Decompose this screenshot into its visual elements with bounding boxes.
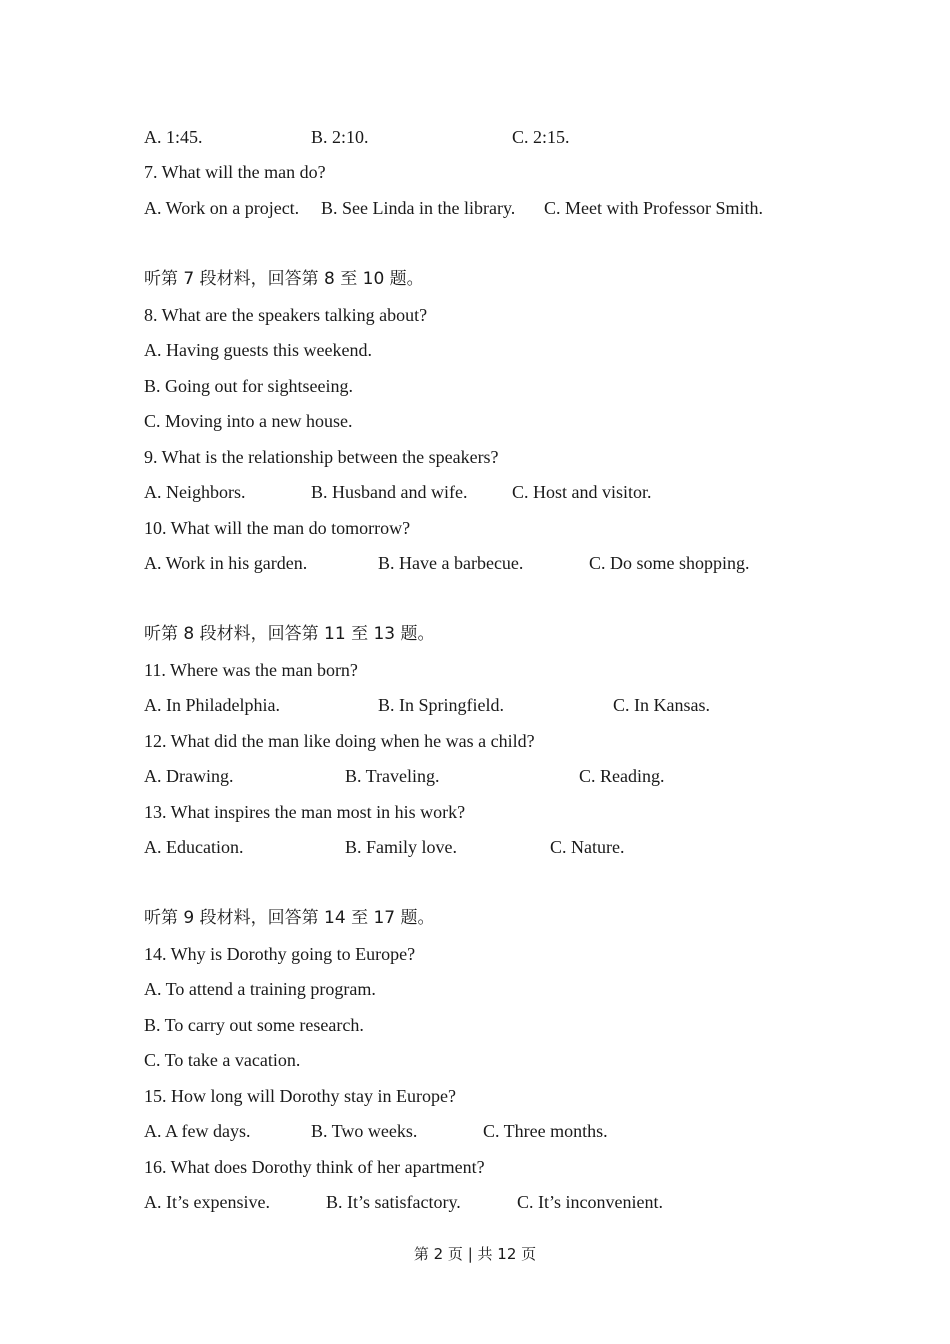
q11-question: 11. Where was the man born? <box>144 660 358 680</box>
section-8-heading: 听第 8 段材料，回答第 11 至 13 题。 <box>144 624 435 644</box>
q16-option-b: B. It’s satisfactory. <box>326 1192 461 1212</box>
q11-option-a: A. In Philadelphia. <box>144 695 280 715</box>
q9-option-c: C. Host and visitor. <box>512 482 652 502</box>
q16-option-a: A. It’s expensive. <box>144 1192 270 1212</box>
q13-option-a: A. Education. <box>144 837 244 857</box>
q16-option-c: C. It’s inconvenient. <box>517 1192 663 1212</box>
q10-option-a: A. Work in his garden. <box>144 553 308 573</box>
q7-option-c: C. Meet with Professor Smith. <box>544 198 763 218</box>
q15-option-b: B. Two weeks. <box>311 1121 418 1141</box>
q7-option-b: B. See Linda in the library. <box>321 198 516 218</box>
q14-option-c: C. To take a vacation. <box>144 1050 301 1070</box>
q9-option-a: A. Neighbors. <box>144 482 246 502</box>
q8-option-c: C. Moving into a new house. <box>144 411 353 431</box>
q10-question: 10. What will the man do tomorrow? <box>144 518 411 538</box>
q15-question: 15. How long will Dorothy stay in Europe? <box>144 1086 456 1106</box>
q13-option-b: B. Family love. <box>345 837 457 857</box>
q8-option-a: A. Having guests this weekend. <box>144 340 372 360</box>
q9-question: 9. What is the relationship between the speakers? <box>144 447 499 467</box>
q12-question: 12. What did the man like doing when he was a child? <box>144 731 535 751</box>
q10-option-c: C. Do some shopping. <box>589 553 750 573</box>
q15-option-c: C. Three months. <box>483 1121 608 1141</box>
section-9-heading: 听第 9 段材料，回答第 14 至 17 题。 <box>144 908 435 928</box>
q11-option-c: C. In Kansas. <box>613 695 710 715</box>
q14-option-b: B. To carry out some research. <box>144 1015 364 1035</box>
q14-option-a: A. To attend a training program. <box>144 979 376 999</box>
q8-option-b: B. Going out for sightseeing. <box>144 376 353 396</box>
q6-option-b: B. 2:10. <box>311 127 369 147</box>
q6-option-c: C. 2:15. <box>512 127 570 147</box>
q8-question: 8. What are the speakers talking about? <box>144 305 428 325</box>
q12-option-a: A. Drawing. <box>144 766 234 786</box>
q10-option-b: B. Have a barbecue. <box>378 553 524 573</box>
q12-option-c: C. Reading. <box>579 766 665 786</box>
q15-option-a: A. A few days. <box>144 1121 251 1141</box>
q9-option-b: B. Husband and wife. <box>311 482 468 502</box>
q6-option-a: A. 1:45. <box>144 127 203 147</box>
q7-option-a: A. Work on a project. <box>144 198 300 218</box>
q16-question: 16. What does Dorothy think of her apartment? <box>144 1157 485 1177</box>
section-7-heading: 听第 7 段材料，回答第 8 至 10 题。 <box>144 269 424 289</box>
q14-question: 14. Why is Dorothy going to Europe? <box>144 944 416 964</box>
page-footer: 第 2 页 | 共 12 页 <box>413 1245 537 1263</box>
q13-question: 13. What inspires the man most in his work? <box>144 802 466 822</box>
q7-question: 7. What will the man do? <box>144 162 326 182</box>
q13-option-c: C. Nature. <box>550 837 625 857</box>
q11-option-b: B. In Springfield. <box>378 695 504 715</box>
q12-option-b: B. Traveling. <box>345 766 440 786</box>
